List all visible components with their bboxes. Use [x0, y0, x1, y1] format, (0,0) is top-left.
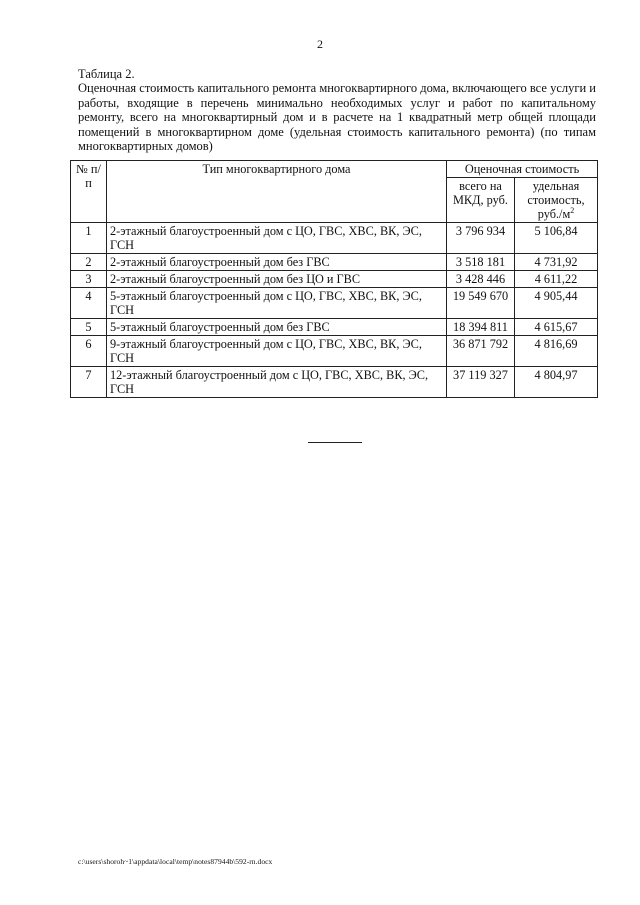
- header-building-type: Тип многоквартирного дома: [107, 161, 447, 223]
- header-unit-cost-label: удельная стоимость, руб./м: [527, 179, 585, 221]
- row-total-cost: 18 394 811: [447, 319, 515, 336]
- table-row: [71, 254, 598, 271]
- table-description: Оценочная стоимость капитального ремонта многоквартирного дома, включающего все услуги и работы, входящие в перечень минимально необходимых услуг и работ по капитальному ремонту, всего на многоквартирный дом и в расчете на 1 квадратный метр общей площади помещений в многоквартирном доме (удельная стоимость капитального ремонта) (по типам многоквартирных домов): [78, 81, 596, 154]
- row-total-cost: 3 428 446: [447, 271, 515, 288]
- row-total-cost: 3 518 181: [447, 254, 515, 271]
- row-unit-cost: 5 106,84: [515, 223, 598, 254]
- row-unit-cost: 4 731,92: [515, 254, 598, 271]
- row-number: 2: [71, 254, 107, 271]
- header-number: № п/п: [71, 161, 107, 223]
- row-unit-cost: 4 905,44: [515, 288, 598, 319]
- row-building-type: 2-этажный благоустроенный дом с ЦО, ГВС, ХВС, ВК, ЭС, ГСН: [107, 223, 447, 254]
- row-building-type: 5-этажный благоустроенный дом без ГВС: [107, 319, 447, 336]
- row-unit-cost: 4 816,69: [515, 336, 598, 367]
- table-caption: Таблица 2.: [78, 67, 135, 81]
- row-number: 4: [71, 288, 107, 319]
- table-row: [71, 367, 598, 398]
- row-number: 7: [71, 367, 107, 398]
- table-row: [71, 336, 598, 367]
- row-unit-cost: 4 611,22: [515, 271, 598, 288]
- table-row: [71, 271, 598, 288]
- table-row: [71, 319, 598, 336]
- row-number: 5: [71, 319, 107, 336]
- table-header-row: [71, 161, 598, 178]
- row-building-type: 5-этажный благоустроенный дом с ЦО, ГВС, ХВС, ВК, ЭС, ГСН: [107, 288, 447, 319]
- table-row: [71, 288, 598, 319]
- row-total-cost: 3 796 934: [447, 223, 515, 254]
- row-building-type: 2-этажный благоустроенный дом без ЦО и ГВС: [107, 271, 447, 288]
- row-building-type: 12-этажный благоустроенный дом с ЦО, ГВС, ХВС, ВК, ЭС, ГСН: [107, 367, 447, 398]
- row-number: 3: [71, 271, 107, 288]
- table-row: [71, 223, 598, 254]
- header-estimated-cost: Оценочная стоимость: [447, 161, 598, 178]
- row-number: 1: [71, 223, 107, 254]
- row-building-type: 2-этажный благоустроенный дом без ГВС: [107, 254, 447, 271]
- row-building-type: 9-этажный благоустроенный дом с ЦО, ГВС, ХВС, ВК, ЭС, ГСН: [107, 336, 447, 367]
- row-total-cost: 36 871 792: [447, 336, 515, 367]
- end-divider: [308, 442, 362, 443]
- cost-table: [70, 160, 598, 398]
- row-total-cost: 37 119 327: [447, 367, 515, 398]
- file-path-footer: c:\users\shoroh~1\appdata\local\temp\notes87944b\592-rn.docx: [78, 857, 273, 866]
- row-unit-cost: 4 804,97: [515, 367, 598, 398]
- row-unit-cost: 4 615,67: [515, 319, 598, 336]
- row-total-cost: 19 549 670: [447, 288, 515, 319]
- table-body: [71, 223, 598, 398]
- header-unit-cost-superscript: 2: [570, 205, 575, 215]
- header-total-cost: всего на МКД, руб.: [447, 178, 515, 223]
- page-number: 2: [317, 37, 323, 51]
- row-number: 6: [71, 336, 107, 367]
- header-unit-cost: [515, 178, 598, 223]
